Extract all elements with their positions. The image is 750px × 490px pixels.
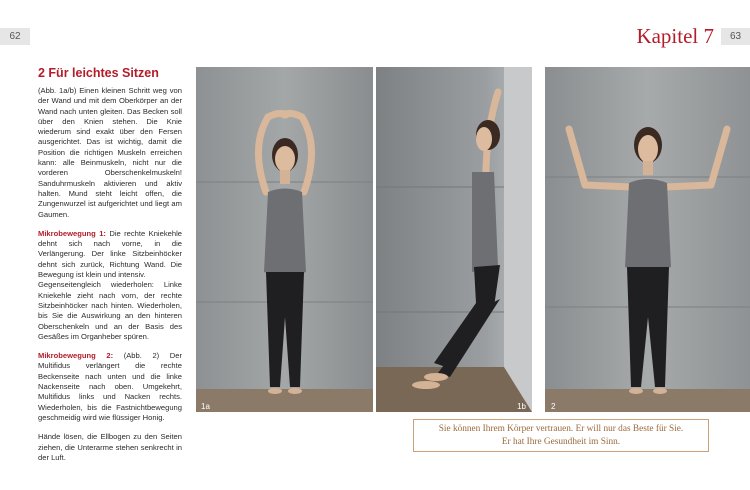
intro-paragraph: (Abb. 1a/b) Einen kleinen Schritt weg von der Wand und mit dem Oberkörper an der Wand nach unten gleiten. Das Becken soll über den Knien stehen. Die Knie wiederum sind exakt über den Fersen ausgerichtet. Das ist wichtig, damit die Position die richtigen Muskeln erreichen kann: alle Beinmuskeln, nicht nur die vorderen Oberschenkelmuskeln! Sanduhrmuskeln aktivieren und aktiv halten. Mund steht leicht offen, die Zungenwurzel ist aufgerichtet und liegt am Gaumen. [38,86,182,219]
micro2-text: (Abb. 2) Der Multifidus verlängert die rechte Beckenseite nach unten und die linke Nackenseite nach oben. Umgekehrt, Multifidus links und Nacken rechts. Wiederholen, bis die Fastnichtbewegung geschmeidig wird wie flüssiger Honig. [38,351,183,422]
photo-label-1a: 1a [201,402,210,411]
quote-line-1: Sie können Ihrem Körper vertrauen. Er will nur das Beste für Sie. [438,424,684,434]
photo-1a-image [196,67,373,412]
micro2-paragraph [38,351,182,423]
micro1-repeat-paragraph: Gegenseitengleich wiederholen: Linke Kniekehle zieht nach vorn, der rechte Sitzbeinhöcker nach hinten. Wiederholen, bis Sie die Auswirkung an den hinteren Oberschenkeln und an der Basis des Gesäßes im Organheber spüren. [38,280,182,341]
photo-1b [376,67,532,412]
page-number-right: 63 [721,28,750,45]
micro1-label: Mikrobewegung 1: [38,228,106,238]
photo-1a [196,67,373,412]
photo-2-image [545,67,750,412]
closing-paragraph: Hände lösen, die Ellbogen zu den Seiten ziehen, die Unterarme stehen senkrecht in der Luft. [38,432,182,462]
micro1-paragraph [38,229,182,280]
chapter-heading: Kapitel 7 [636,24,714,48]
quote-box [413,419,709,452]
photo-2 [545,67,750,412]
quote-line-2: Er hat Ihre Gesundheit im Sinn. [501,436,621,447]
section-title: 2 Für leichtes Sitzen [38,66,159,80]
micro1-text: Die rechte Kniekehle dehnt sich nach vorne, in die Verlängerung. Der linke Sitzbeinhöcker dehnt sich zurück, Richtung Wand. Die Bewegung ist klein und intensiv. [38,228,182,280]
photo-1b-image [376,67,532,412]
micro2-label: Mikrobewegung 2: [38,351,114,361]
photo-label-2: 2 [551,402,556,411]
photo-label-1b: 1b [517,402,526,411]
page-number-left: 62 [0,28,30,45]
text-column [38,66,182,472]
